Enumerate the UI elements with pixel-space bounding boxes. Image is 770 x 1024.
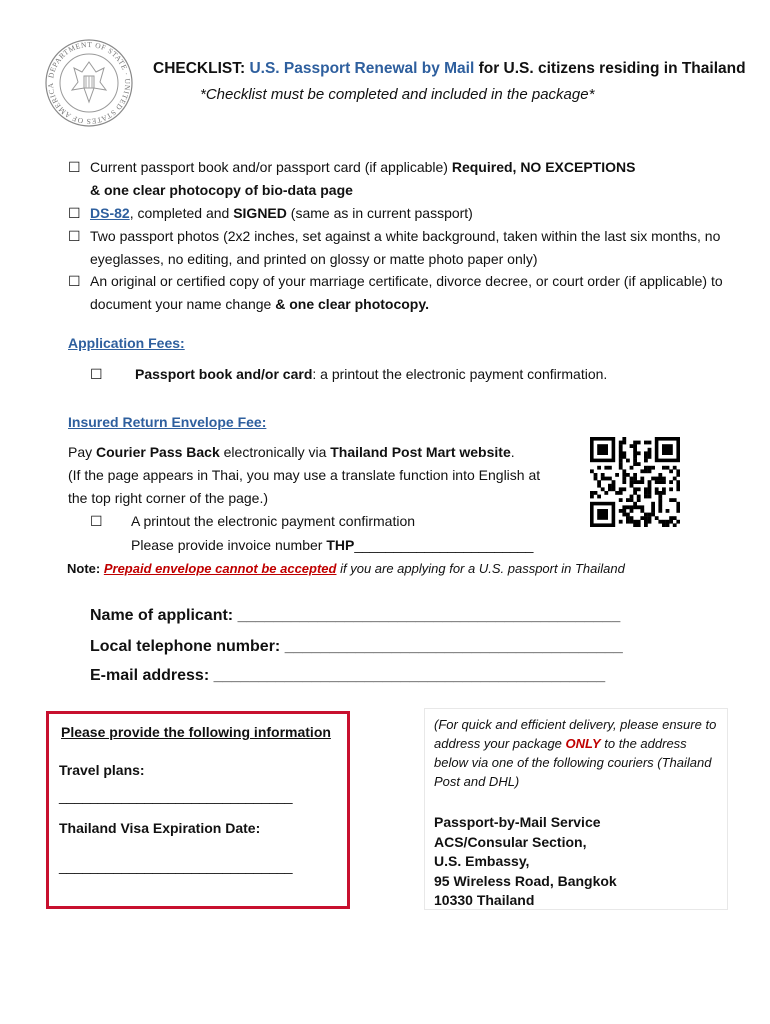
checkbox-icon[interactable]: ☐: [68, 273, 81, 289]
envelope-checkbox-line: ☐ A printout the electronic payment confirmation: [90, 513, 416, 529]
checkbox-icon[interactable]: ☐: [90, 366, 103, 382]
checkbox-icon[interactable]: ☐: [68, 159, 81, 175]
information-heading: Please provide the following information: [61, 724, 331, 740]
mailing-address-box: [424, 708, 728, 910]
telephone-field[interactable]: Local telephone number: ______________________________________: [90, 638, 623, 655]
envelope-line-3: the top right corner of the page.): [68, 490, 269, 506]
checkbox-icon[interactable]: ☐: [68, 228, 81, 244]
visa-expiration-label: Thailand Visa Expiration Date:: [59, 820, 261, 836]
svg-text:DEPARTMENT OF STATE · UNITED S: DEPARTMENT OF STATE · UNITED STATES OF AMERICA: [45, 39, 133, 127]
email-field[interactable]: E-mail address: ____________________________________________: [90, 667, 606, 684]
envelope-line-1: Pay Courier Pass Back electronically via Thailand Post Mart website.: [68, 444, 515, 460]
delivery-note: (For quick and efficient delivery, please ensure to address your package ONLY to the address below via one of the following couriers (Thailand Post and DHL): [434, 717, 717, 789]
travel-plans-label: Travel plans:: [59, 762, 145, 778]
ds82-link[interactable]: DS-82: [90, 205, 130, 221]
applicant-name-field[interactable]: Name of applicant: ___________________________________________: [90, 607, 621, 624]
page-title: CHECKLIST: U.S. Passport Renewal by Mail for U.S. citizens residing in Thailand: [153, 60, 746, 77]
application-fees-heading: Application Fees:: [68, 335, 185, 351]
information-box: [46, 711, 350, 909]
travel-plans-input-line[interactable]: ______________________________: [59, 788, 293, 804]
visa-expiration-input-line[interactable]: ______________________________: [59, 858, 293, 874]
embassy-address: Passport-by-Mail Service ACS/Consular Section, U.S. Embassy, 95 Wireless Road, Bangkok 10330 Thailand: [434, 814, 617, 908]
page-subtitle: *Checklist must be completed and included in the package*: [200, 86, 595, 103]
invoice-number-line: Please provide invoice number THP_______________________: [131, 537, 534, 553]
envelope-fee-heading: Insured Return Envelope Fee:: [68, 414, 267, 430]
envelope-line-2: (If the page appears in Thai, you may use a translate function into English at: [68, 467, 541, 483]
department-of-state-seal: [44, 38, 134, 128]
checkbox-icon[interactable]: ☐: [90, 513, 103, 529]
prepaid-envelope-note: Note: Prepaid envelope cannot be accepted if you are applying for a U.S. passport in Thailand: [67, 561, 625, 576]
qr-code[interactable]: [590, 437, 680, 527]
fees-item: ☐ Passport book and/or card: a printout the electronic payment confirmation.: [90, 366, 608, 382]
checkbox-icon[interactable]: ☐: [68, 205, 81, 221]
